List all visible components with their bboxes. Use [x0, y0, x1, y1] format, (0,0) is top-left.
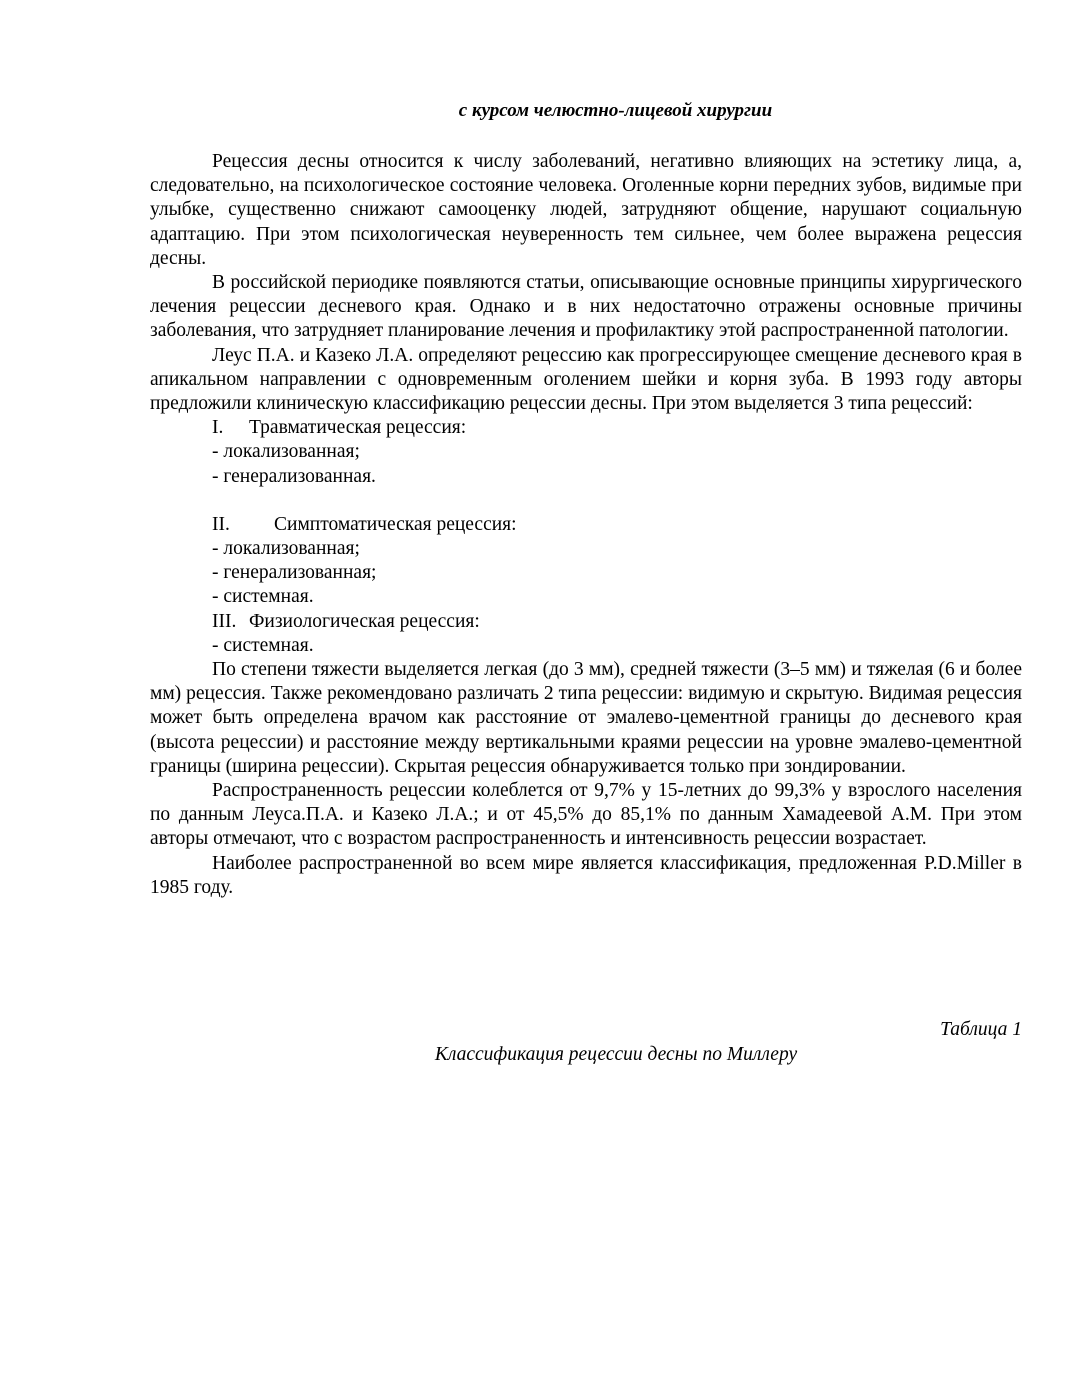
classification-title: Физиологическая рецессия: — [249, 610, 480, 632]
list-item: - системная. — [212, 586, 314, 608]
paragraph: По степени тяжести выделяется легкая (до 3 мм), средней тяжести (3–5 мм) и тяжелая (6 и более мм) рецессия. Также рекомендовано различать 2 типа рецессии: видимую и скрытую. Видимая рецессия может быть определена врачом как расстояние от эмалево-цементной границы до десневого края (высота рецессии) и расстояние между вертикальными краями рецессии на уровне эмалево-цементной границы (ширина рецессии). Скрытая рецессия обнаруживается только при зондировании. — [150, 659, 1022, 777]
list-item: - локализованная; — [212, 538, 360, 560]
classification-title: Симптоматическая рецессия: — [274, 513, 517, 535]
roman-numeral: I. — [212, 417, 224, 439]
list-item: - локализованная; — [212, 441, 360, 463]
roman-numeral: III. — [212, 610, 237, 632]
paragraph: Рецессия десны относится к числу заболеваний, негативно влияющих на эстетику лица, а, следовательно, на психологическое состояние человека. Оголенные корни передних зубов, видимые при улыбке, существенно снижают самооценку людей, затрудняют общение, нарушают социальную адаптацию. При этом психологическая неуверенность тем сильнее, чем более выражена рецессия десны. — [150, 151, 1022, 269]
paragraph: Леус П.А. и Казеко Л.А. определяют рецессию как прогрессирующее смещение десневого края в апикальном направлении с одновременным оголением шейки и корня зуба. В 1993 году авторы предложили клиническую классификацию рецессии десны. При этом выделяется 3 типа рецессий: — [150, 344, 1022, 415]
table-number: Таблица 1 — [940, 1019, 1022, 1040]
list-item: - генерализованная. — [212, 465, 376, 487]
paragraph: Распространенность рецессии колеблется от 9,7% у 15-летних до 99,3% у взрослого населения по данным Леуса.П.А. и Казеко Л.А.; и от 45,5% до 85,1% по данным Хамадеевой А.М. При этом авторы отмечают, что с возрастом распространенность и интенсивность рецессии возрастает. — [150, 780, 1022, 850]
classification-title: Травматическая рецессия: — [249, 417, 467, 439]
classification-heading — [150, 513, 1022, 537]
paragraph: Наиболее распространенной во всем мире является классификация, предложенная P.D.Miller в 1985 году. — [150, 852, 1022, 898]
classification-heading — [150, 416, 1022, 440]
paragraph: В российской периодике появляются статьи, описывающие основные принципы хирургического лечения рецессии десневого края. Однако и в них недостаточно отражены основные причины заболевания, что затрудняет планирование лечения и профилактику этой распространенной патологии. — [150, 272, 1022, 342]
section-header: с курсом челюстно-лицевой хирургии — [458, 100, 773, 121]
roman-numeral: II. — [212, 513, 230, 535]
document-body — [150, 150, 1022, 900]
list-item: - генерализованная; — [212, 562, 377, 584]
table-caption: Классификация рецессии десны по Миллеру — [434, 1044, 798, 1065]
list-item: - системная. — [212, 634, 314, 656]
classification-heading — [150, 610, 1022, 634]
